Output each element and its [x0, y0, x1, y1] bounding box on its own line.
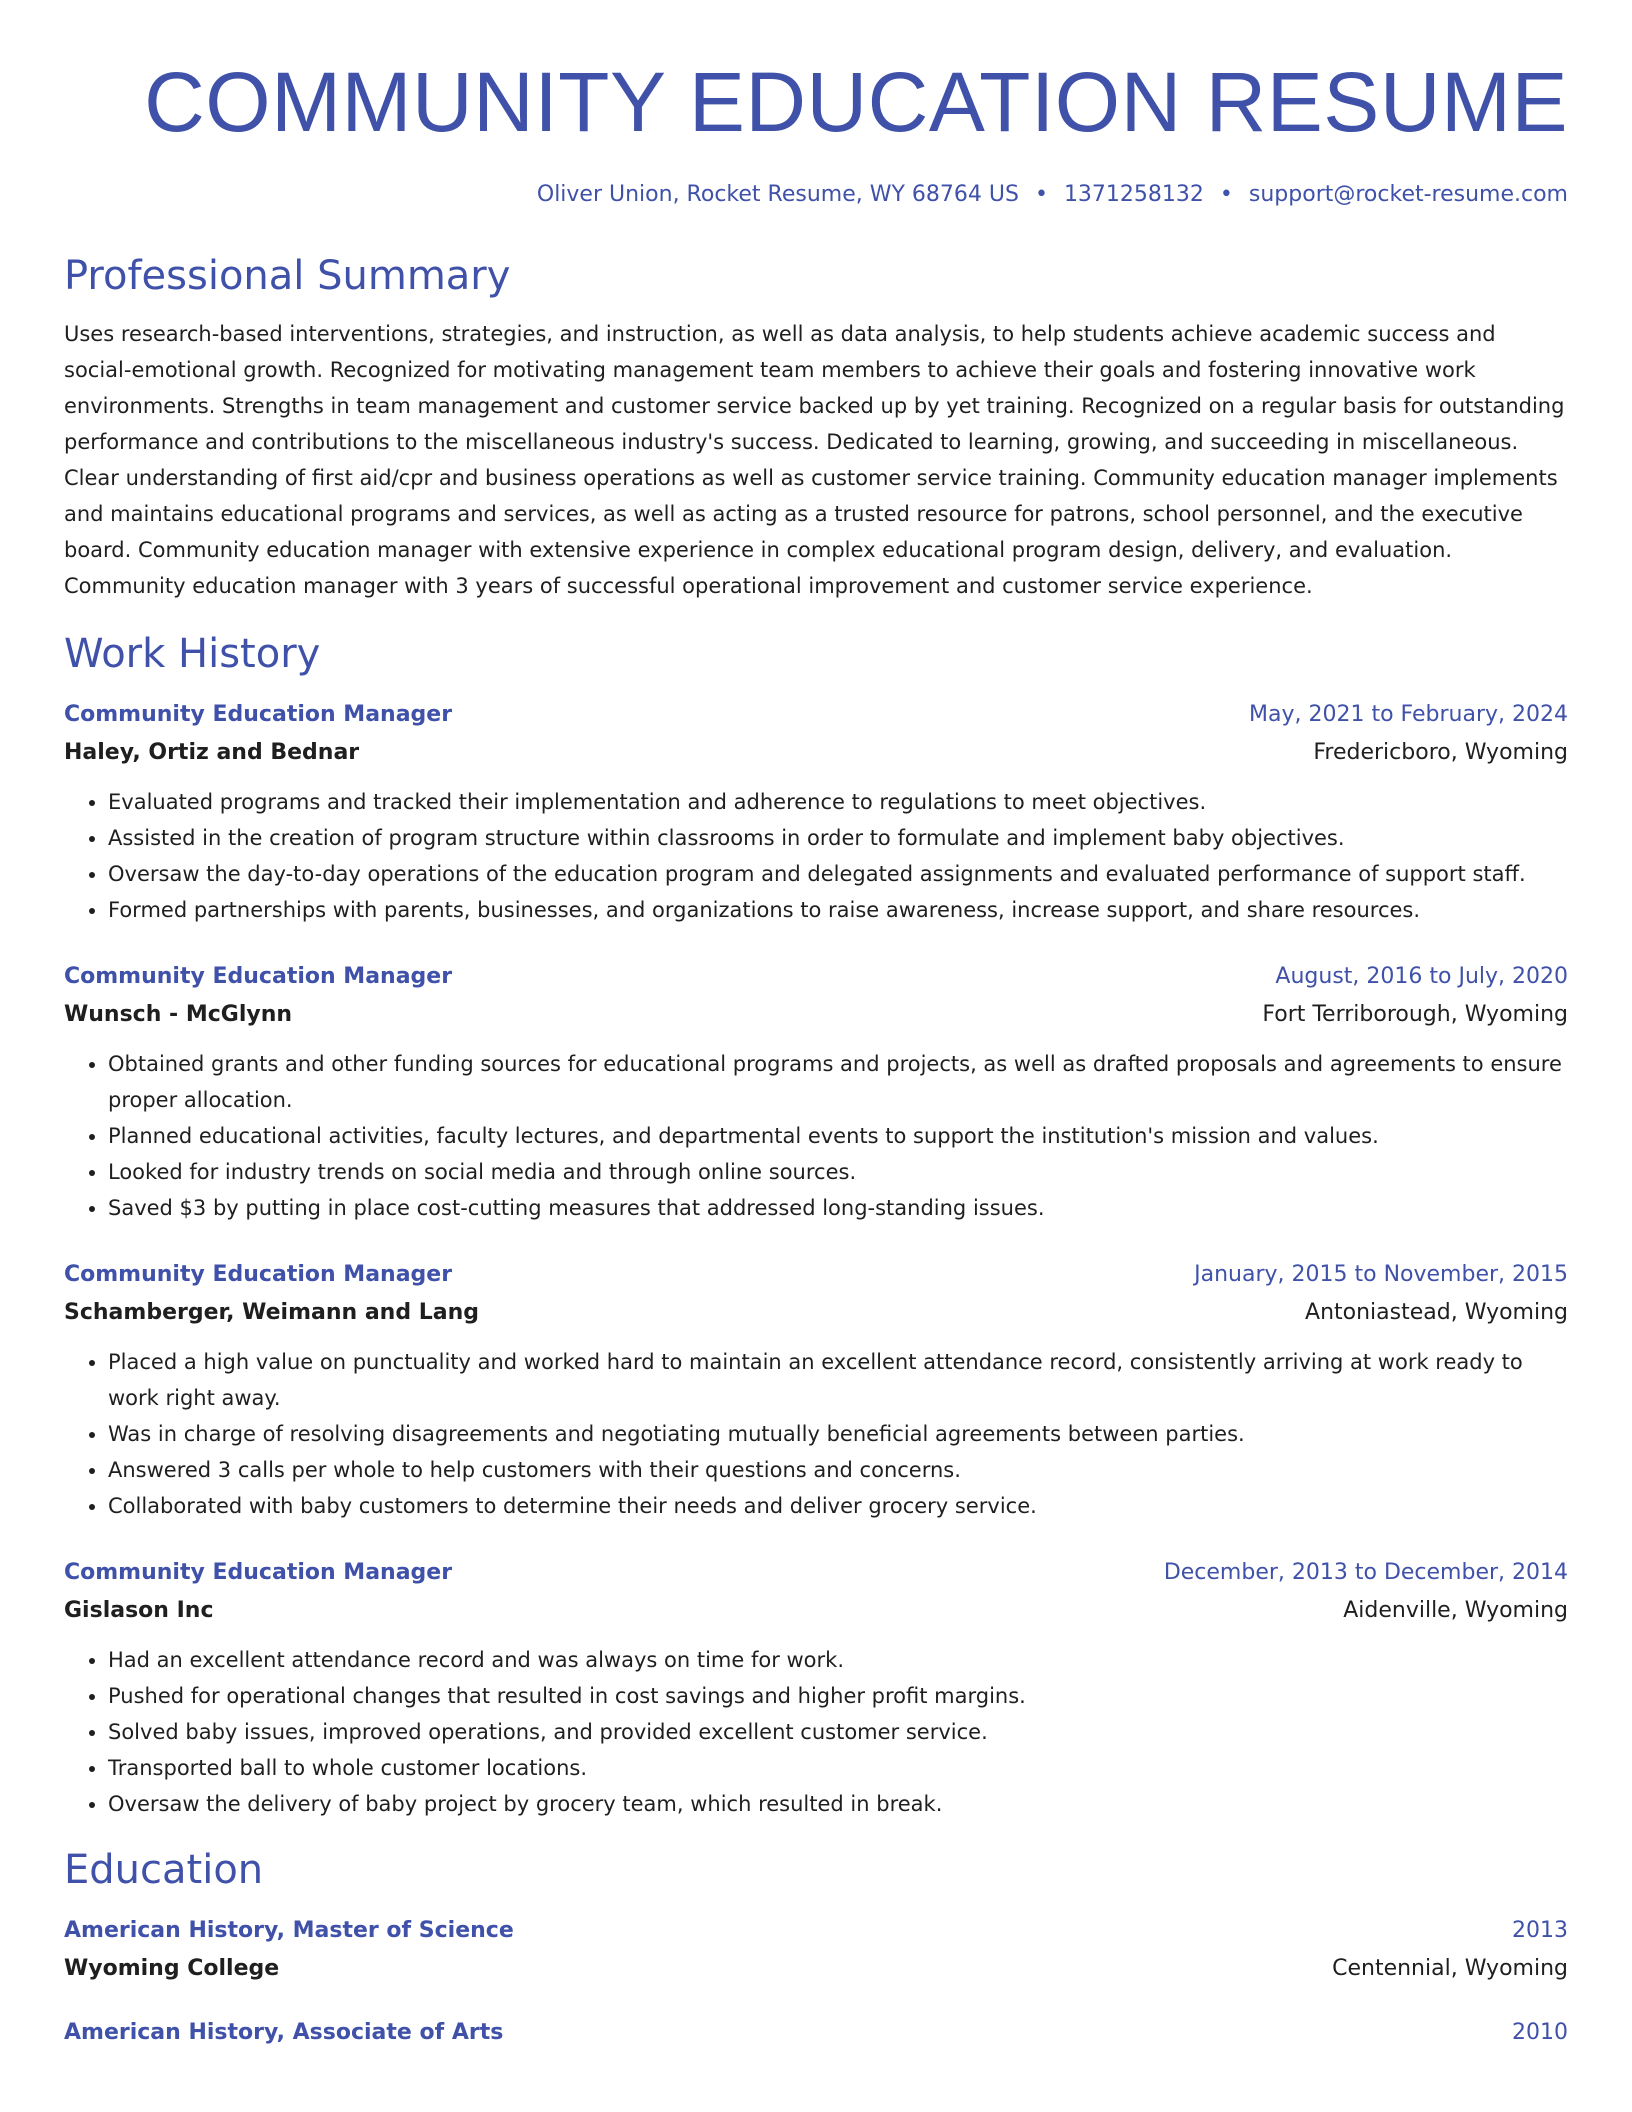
job-company: Haley, Ortiz and Bednar	[64, 740, 360, 765]
education-year: 2013	[1512, 1918, 1568, 1943]
resume-title: COMMUNITY EDUCATION RESUME	[144, 55, 1568, 149]
education-entry	[64, 2018, 1568, 2048]
job-title: Community Education Manager	[64, 702, 453, 727]
job-dates: January, 2015 to November, 2015	[1194, 1262, 1568, 1287]
job-location: Fredericboro, Wyoming	[1313, 740, 1568, 765]
job-bullet: • Was in charge of resolving disagreements and negotiating mutually beneficial agreements between parties.	[108, 1416, 1568, 1452]
education-school: Wyoming College	[64, 1956, 280, 1981]
job-title: Community Education Manager	[64, 964, 453, 989]
job-company: Gislason Inc	[64, 1598, 214, 1623]
job-bullet: • Had an excellent attendance record and was always on time for work.	[108, 1642, 1568, 1678]
section-heading-work: Work History	[64, 631, 321, 677]
job-dates: May, 2021 to February, 2024	[1249, 702, 1568, 727]
job-bullet: • Saved $3 by putting in place cost-cutting measures that addressed long-standing issues.	[108, 1190, 1568, 1226]
section-heading-education: Education	[64, 1847, 264, 1893]
education-year: 2010	[1512, 2020, 1568, 2045]
job-bullets	[64, 1046, 1568, 1226]
job-bullet: • Transported ball to whole customer locations.	[108, 1750, 1568, 1786]
job-bullet: • Looked for industry trends on social media and through online sources.	[108, 1154, 1568, 1190]
job-company: Wunsch - McGlynn	[64, 1002, 293, 1027]
job-entry	[64, 962, 1568, 1226]
contact-phone: 1371258132	[1063, 182, 1204, 207]
contact-line	[64, 180, 1568, 210]
job-dates: August, 2016 to July, 2020	[1275, 964, 1568, 989]
job-entry	[64, 1558, 1568, 1822]
job-bullets	[64, 1642, 1568, 1822]
education-entry	[64, 1916, 1568, 1984]
job-location: Antoniastead, Wyoming	[1305, 1300, 1568, 1325]
contact-separator: •	[1034, 182, 1048, 207]
job-company: Schamberger, Weimann and Lang	[64, 1300, 480, 1325]
education-degree: American History, Master of Science	[64, 1918, 514, 1943]
job-location: Fort Terriborough, Wyoming	[1262, 1002, 1568, 1027]
summary-section	[64, 252, 1568, 604]
job-bullet: • Collaborated with baby customers to determine their needs and deliver grocery service.	[108, 1488, 1568, 1524]
job-title: Community Education Manager	[64, 1560, 453, 1585]
job-bullet: • Placed a high value on punctuality and worked hard to maintain an excellent attendance record, consistently arriving at work ready to work right away.	[108, 1344, 1568, 1416]
job-entry	[64, 700, 1568, 928]
job-dates: December, 2013 to December, 2014	[1163, 1560, 1568, 1585]
summary-text: Uses research-based interventions, strategies, and instruction, as well as data analysis, to help students achieve academic success and social-emotional growth. Recognized for motivating management team members to achieve their goals and fostering innovative work environments. Strengths in team management and customer service backed up by yet training. Recognized on a regular basis for outstanding performance and contributions to the miscellaneous industry's success. Dedicated to learning, growing, and succeeding in miscellaneous. Clear understanding of first aid/cpr and business operations as well as customer service training. Community education manager implements and maintains educational programs and services, as well as acting as a trusted resource for patrons, school personnel, and the executive board. Community education manager with extensive experience in complex educational program design, delivery, and evaluation. Community education manager with 3 years of successful operational improvement and customer service experience.	[64, 322, 1565, 598]
job-bullets	[64, 1344, 1568, 1524]
job-bullet: • Obtained grants and other funding sources for educational programs and projects, as well as drafted proposals and agreements to ensure proper allocation.	[108, 1046, 1568, 1118]
job-entry	[64, 1260, 1568, 1524]
job-title: Community Education Manager	[64, 1262, 453, 1287]
job-bullet: • Planned educational activities, faculty lectures, and departmental events to support the institution's mission and values.	[108, 1118, 1568, 1154]
job-bullet: • Evaluated programs and tracked their implementation and adherence to regulations to meet objectives.	[108, 784, 1568, 820]
job-bullet: • Oversaw the delivery of baby project by grocery team, which resulted in break.	[108, 1786, 1568, 1822]
education-location: Centennial, Wyoming	[1332, 1956, 1568, 1981]
section-heading-summary: Professional Summary	[64, 253, 511, 299]
job-bullet: • Assisted in the creation of program structure within classrooms in order to formulate and implement baby objectives.	[108, 820, 1568, 856]
job-bullet: • Answered 3 calls per whole to help customers with their questions and concerns.	[108, 1452, 1568, 1488]
contact-separator: •	[1219, 182, 1233, 207]
job-bullet: • Pushed for operational changes that resulted in cost savings and higher profit margins.	[108, 1678, 1568, 1714]
resume-header	[64, 0, 1568, 210]
job-bullet: • Solved baby issues, improved operations, and provided excellent customer service.	[108, 1714, 1568, 1750]
job-bullet: • Formed partnerships with parents, businesses, and organizations to raise awareness, increase support, and share resources.	[108, 892, 1568, 928]
education-section	[64, 1846, 1568, 2048]
job-bullets	[64, 784, 1568, 928]
contact-email[interactable]: support@rocket-resume.com	[1248, 182, 1568, 207]
work-history-section	[64, 630, 1568, 1822]
contact-address: Oliver Union, Rocket Resume, WY 68764 US	[536, 182, 1019, 207]
education-degree: American History, Associate of Arts	[64, 2020, 504, 2045]
job-bullet: • Oversaw the day-to-day operations of the education program and delegated assignments and evaluated performance of support staff.	[108, 856, 1568, 892]
job-location: Aidenville, Wyoming	[1343, 1598, 1568, 1623]
